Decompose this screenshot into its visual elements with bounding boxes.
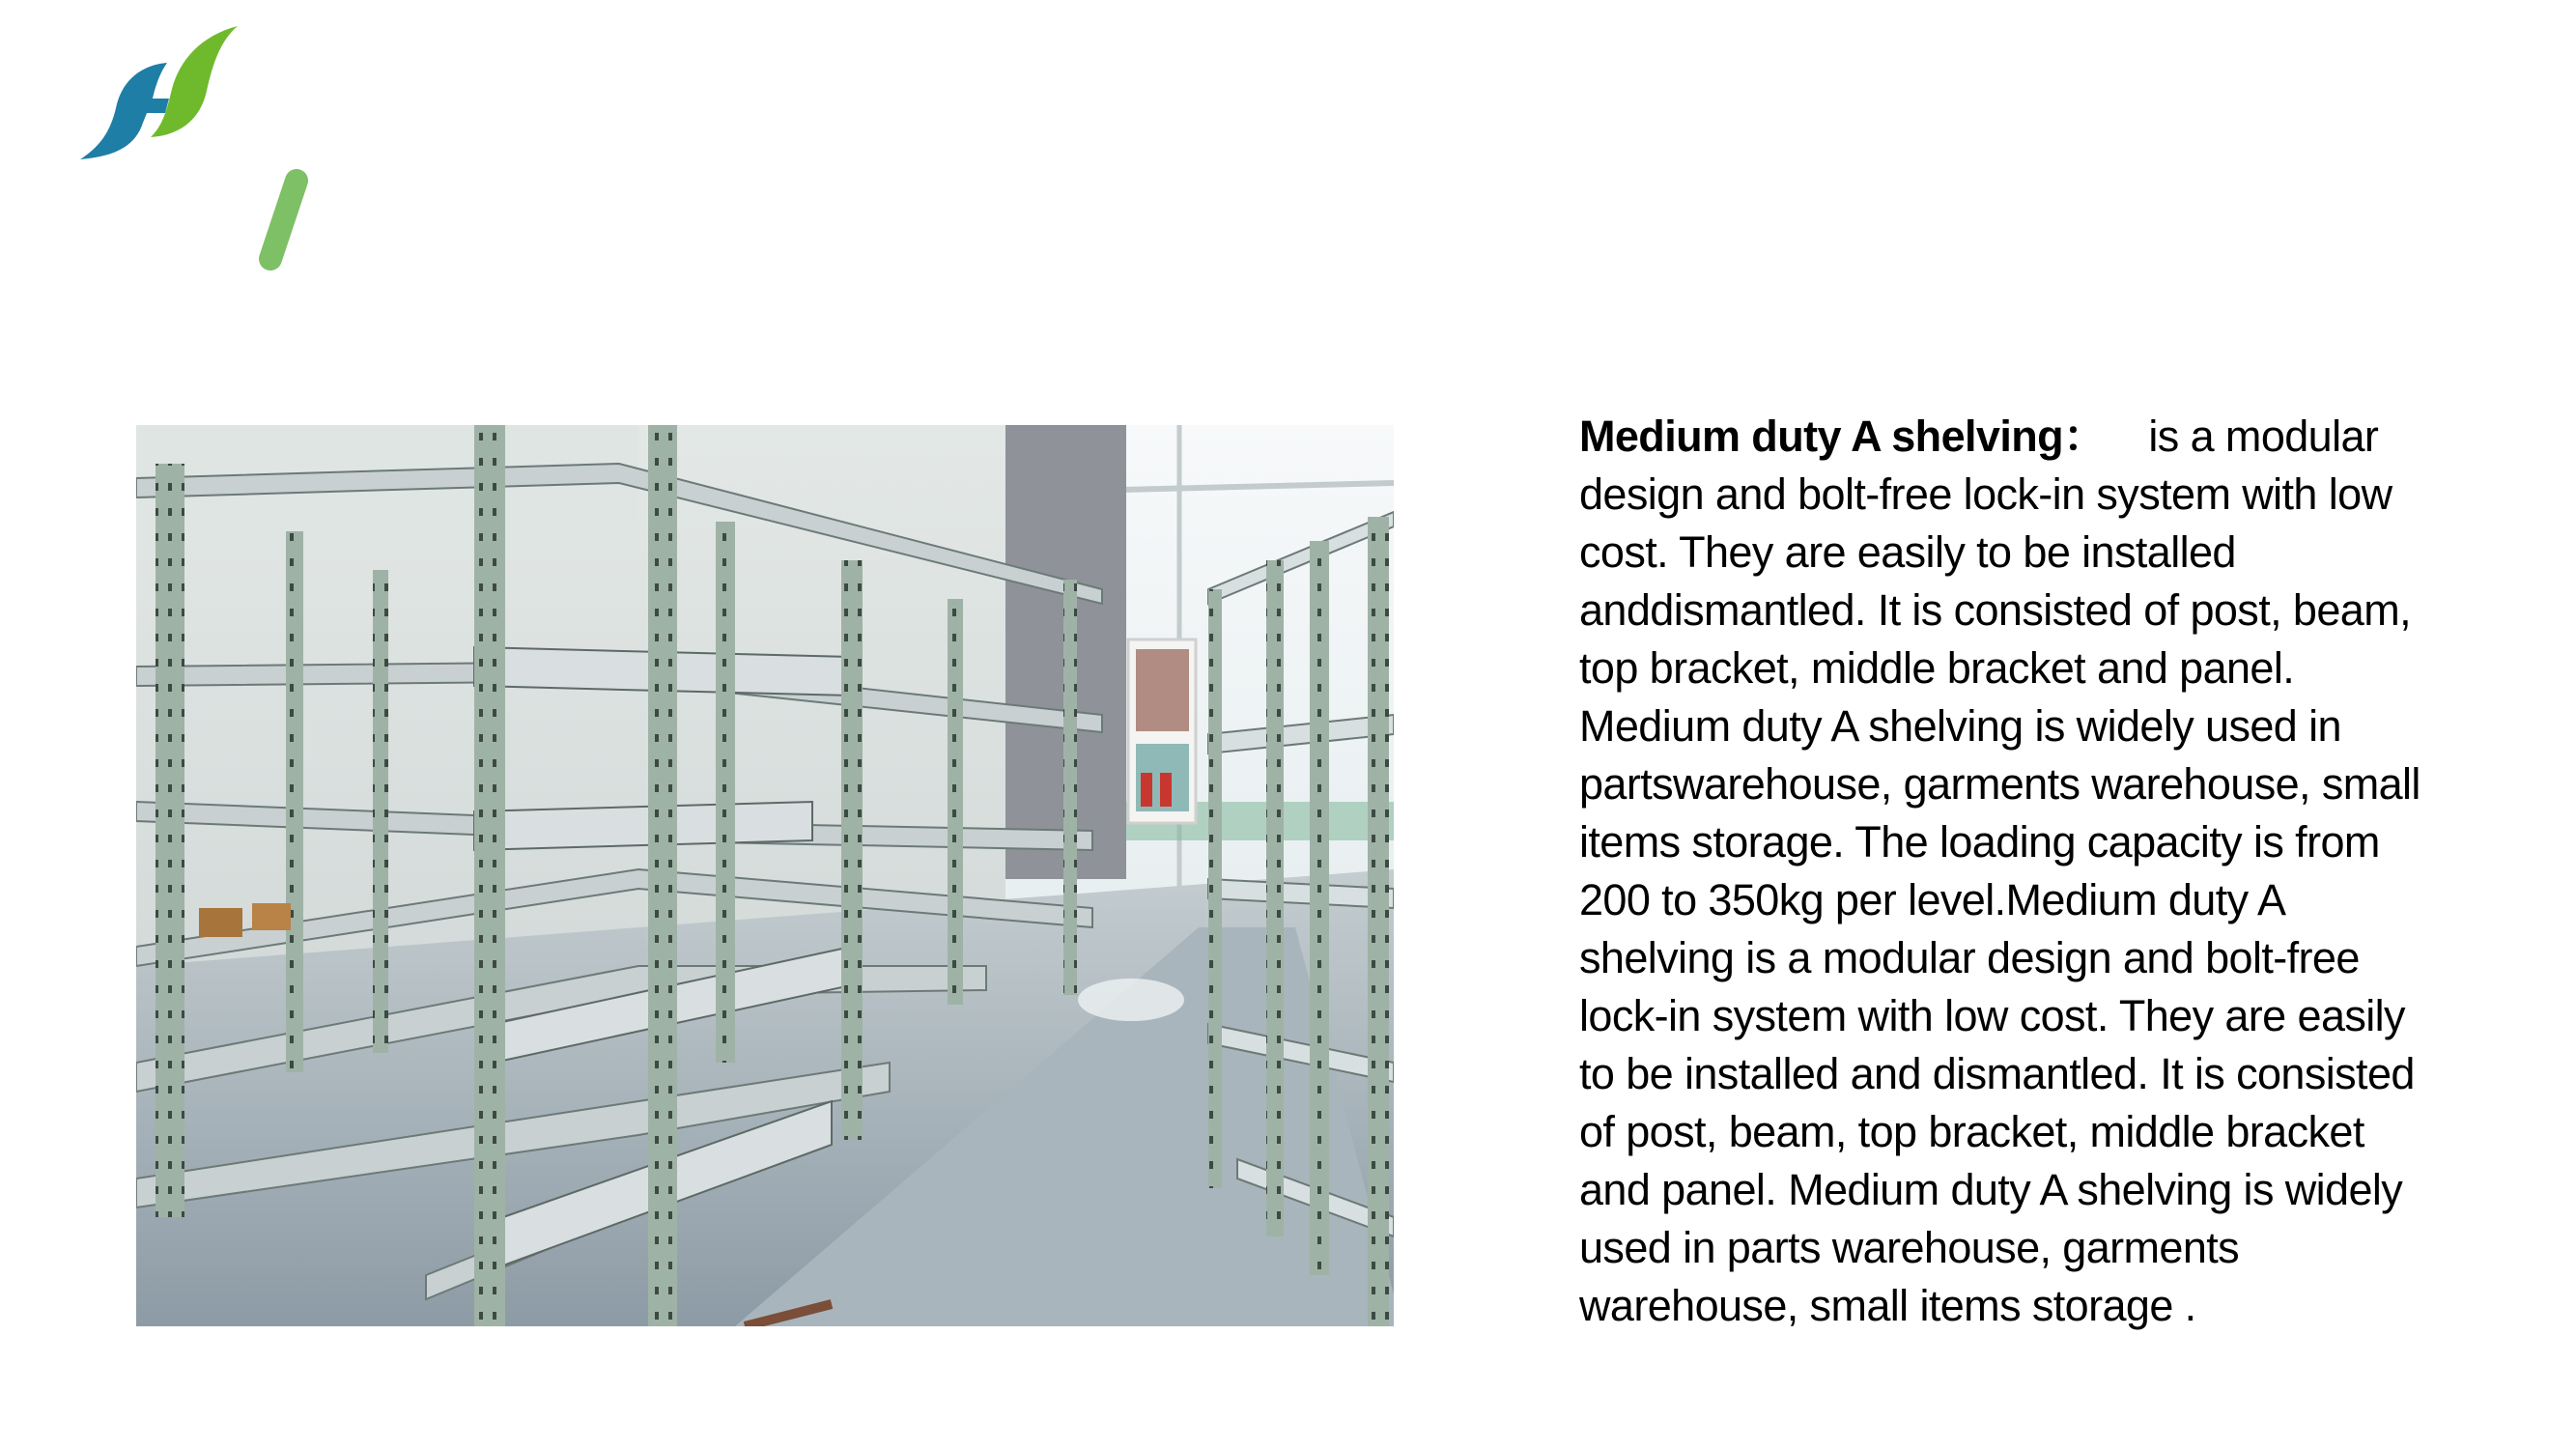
description-line: cost. They are easily to be installed bbox=[1579, 527, 2236, 577]
description-line: to be installed and dismantled. It is consisted bbox=[1579, 1049, 2415, 1098]
description-line: design and bolt-free lock-in system with low bbox=[1579, 469, 2392, 519]
description-line: partswarehouse, garments warehouse, small bbox=[1579, 759, 2420, 809]
description-line: of post, beam, top bracket, middle bracket bbox=[1579, 1107, 2364, 1156]
description-line: lock-in system with low cost. They are easily bbox=[1579, 991, 2405, 1040]
description-line: and panel. Medium duty A shelving is widely bbox=[1579, 1165, 2403, 1214]
shelving-photo bbox=[136, 425, 1394, 1326]
description-line: 200 to 350kg per level.Medium duty A bbox=[1579, 875, 2286, 924]
description-line: anddismantled. It is consisted of post, beam, bbox=[1579, 585, 2411, 635]
description-line: shelving is a modular design and bolt-free bbox=[1579, 933, 2360, 982]
description-line: items storage. The loading capacity is from bbox=[1579, 817, 2380, 867]
description-line: Medium duty A shelving is widely used in bbox=[1579, 701, 2341, 751]
hs-leaf-logo-icon bbox=[75, 21, 249, 161]
description-text: is a modular bbox=[2148, 412, 2379, 461]
green-slash-accent bbox=[253, 164, 311, 275]
company-logo bbox=[75, 21, 249, 161]
description-line: warehouse, small items storage . bbox=[1579, 1281, 2196, 1330]
description-line: top bracket, middle bracket and panel. bbox=[1579, 643, 2295, 693]
description-line bbox=[1579, 408, 2545, 466]
description-line: used in parts warehouse, garments bbox=[1579, 1223, 2240, 1272]
product-description bbox=[1579, 408, 2545, 1335]
product-term: Medium duty A shelving： bbox=[1579, 412, 2107, 461]
